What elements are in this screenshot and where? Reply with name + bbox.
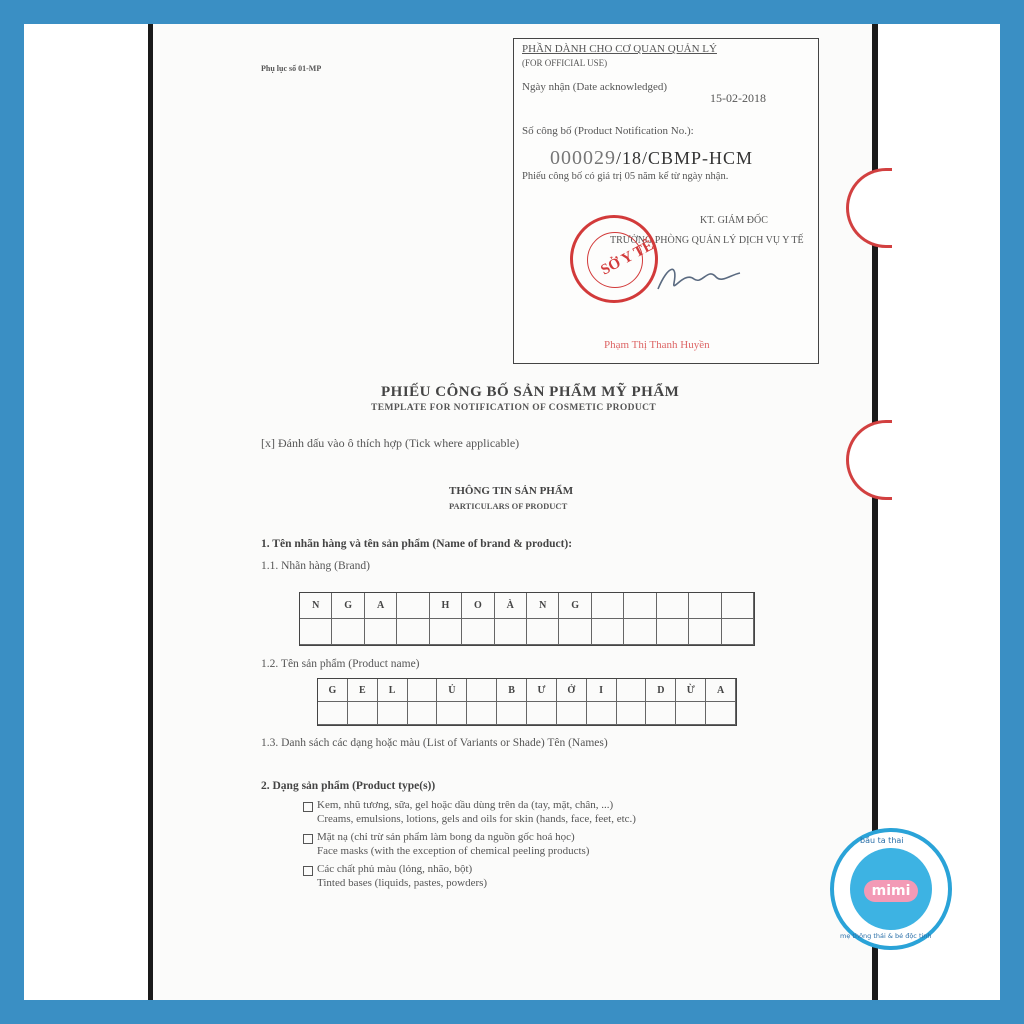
question-product-name: 1.2. Tên sản phẩm (Product name) [261, 658, 420, 670]
product-type-label: Kem, nhũ tương, sữa, gel hoặc dầu dùng trên da (tay, mặt, chân, ...) [317, 799, 614, 811]
letter-cell [365, 619, 397, 645]
letter-cell: E [348, 679, 378, 702]
letter-cell [378, 702, 408, 725]
letter-cell [624, 593, 656, 619]
letter-cell: Ở [557, 679, 587, 702]
notification-suffix: /18/CBMP-HCM [616, 148, 754, 168]
question-product-type: 2. Dạng sản phẩm (Product type(s)) [261, 780, 436, 792]
letter-cell [657, 593, 689, 619]
section-title: THÔNG TIN SẢN PHẨM [449, 485, 574, 497]
notification-number-value: 000029 [550, 147, 616, 169]
letter-cell: G [332, 593, 364, 619]
mimi-logo [830, 828, 952, 950]
letter-cell [689, 593, 721, 619]
product-letter-grid [317, 678, 737, 726]
letter-cell [408, 702, 438, 725]
letter-cell [592, 593, 624, 619]
letter-cell: D [646, 679, 676, 702]
sign-department: TRƯỞNG PHÒNG QUẢN LÝ DỊCH VỤ Y TẾ [610, 235, 804, 246]
letter-cell [348, 702, 378, 725]
letter-cell [657, 619, 689, 645]
document-title-en: TEMPLATE FOR NOTIFICATION OF COSMETIC PRODUCT [371, 403, 657, 413]
letter-cell [646, 702, 676, 725]
section-title-en: PARTICULARS OF PRODUCT [449, 501, 568, 511]
letter-cell: B [497, 679, 527, 702]
scanned-document [148, 24, 878, 1000]
logo-bottom-text: mẹ thông thái & bé độc tinh [840, 932, 932, 940]
letter-cell: À [495, 593, 527, 619]
official-box-title: PHẦN DÀNH CHO CƠ QUAN QUẢN LÝ [522, 43, 717, 55]
document-title: PHIẾU CÔNG BỐ SẢN PHẨM MỸ PHẨM [381, 384, 680, 400]
letter-cell: Ủ [437, 679, 467, 702]
letter-cell: N [300, 593, 332, 619]
date-value: 15-02-2018 [710, 91, 766, 105]
letter-cell: Ừ [676, 679, 706, 702]
official-use-box [513, 38, 819, 364]
letter-cell [318, 702, 348, 725]
letter-cell [689, 619, 721, 645]
letter-cell [397, 593, 429, 619]
product-type-checkbox[interactable] [303, 866, 313, 876]
seal-text: SỞ Y TẾ [598, 237, 657, 279]
annex-label: Phụ lục số 01-MP [261, 64, 322, 73]
letter-cell [624, 619, 656, 645]
product-type-label-en: Creams, emulsions, lotions, gels and oils for skin (hands, face, feet, etc.) [317, 813, 636, 825]
letter-cell [722, 593, 754, 619]
question-brand: 1.1. Nhãn hàng (Brand) [261, 560, 370, 572]
logo-top-text: bầu ta thai [860, 836, 904, 845]
letter-cell [706, 702, 736, 725]
official-box-title-en: (FOR OFFICIAL USE) [522, 58, 608, 68]
question-brand-product: 1. Tên nhãn hàng và tên sản phẩm (Name of brand & product): [261, 538, 573, 550]
product-type-label-en: Face masks (with the exception of chemical peeling products) [317, 845, 590, 857]
letter-cell [495, 619, 527, 645]
letter-cell [617, 702, 647, 725]
product-type-label: Mặt nạ (chỉ trừ sản phẩm làm bong da nguồn gốc hoá học) [317, 831, 575, 843]
letter-cell [557, 702, 587, 725]
letter-cell [676, 702, 706, 725]
letter-cell [397, 619, 429, 645]
letter-cell [559, 619, 591, 645]
letter-cell [617, 679, 647, 702]
letter-cell [462, 619, 494, 645]
sign-title: KT. GIÁM ĐỐC [700, 215, 768, 226]
notification-number [550, 147, 753, 170]
question-variants: 1.3. Danh sách các dạng hoặc màu (List of Variants or Shade) Tên (Names) [261, 737, 608, 749]
letter-cell [300, 619, 332, 645]
letter-cell [332, 619, 364, 645]
letter-cell [467, 702, 497, 725]
letter-cell [587, 702, 617, 725]
brand-letter-grid [299, 592, 755, 646]
letter-cell [527, 702, 557, 725]
letter-cell [722, 619, 754, 645]
letter-cell: A [706, 679, 736, 702]
logo-brand: mimi [864, 880, 918, 902]
product-type-label-en: Tinted bases (liquids, pastes, powders) [317, 877, 488, 889]
letter-cell: L [378, 679, 408, 702]
product-type-checkbox[interactable] [303, 834, 313, 844]
letter-cell: G [318, 679, 348, 702]
signature-icon [654, 259, 744, 299]
letter-cell [467, 679, 497, 702]
letter-cell [430, 619, 462, 645]
letter-cell: G [559, 593, 591, 619]
letter-cell [408, 679, 438, 702]
validity-note: Phiếu công bố có giá trị 05 năm kể từ ngày nhận. [522, 171, 729, 182]
tick-instruction: [x] Đánh dấu vào ô thích hợp (Tick where applicable) [261, 436, 520, 450]
letter-cell [592, 619, 624, 645]
notification-label: Số công bố (Product Notification No.): [522, 125, 694, 137]
letter-cell: I [587, 679, 617, 702]
date-label: Ngày nhận (Date acknowledged) [522, 81, 668, 93]
letter-cell: A [365, 593, 397, 619]
letter-cell: O [462, 593, 494, 619]
letter-cell [497, 702, 527, 725]
letter-cell [437, 702, 467, 725]
signer-name: Phạm Thị Thanh Huyền [604, 339, 710, 351]
letter-cell: N [527, 593, 559, 619]
red-seal-icon [570, 215, 658, 303]
letter-cell: Ư [527, 679, 557, 702]
product-type-checkbox[interactable] [303, 802, 313, 812]
product-type-label: Các chất phủ màu (lỏng, nhão, bột) [317, 863, 473, 875]
letter-cell: H [430, 593, 462, 619]
letter-cell [527, 619, 559, 645]
